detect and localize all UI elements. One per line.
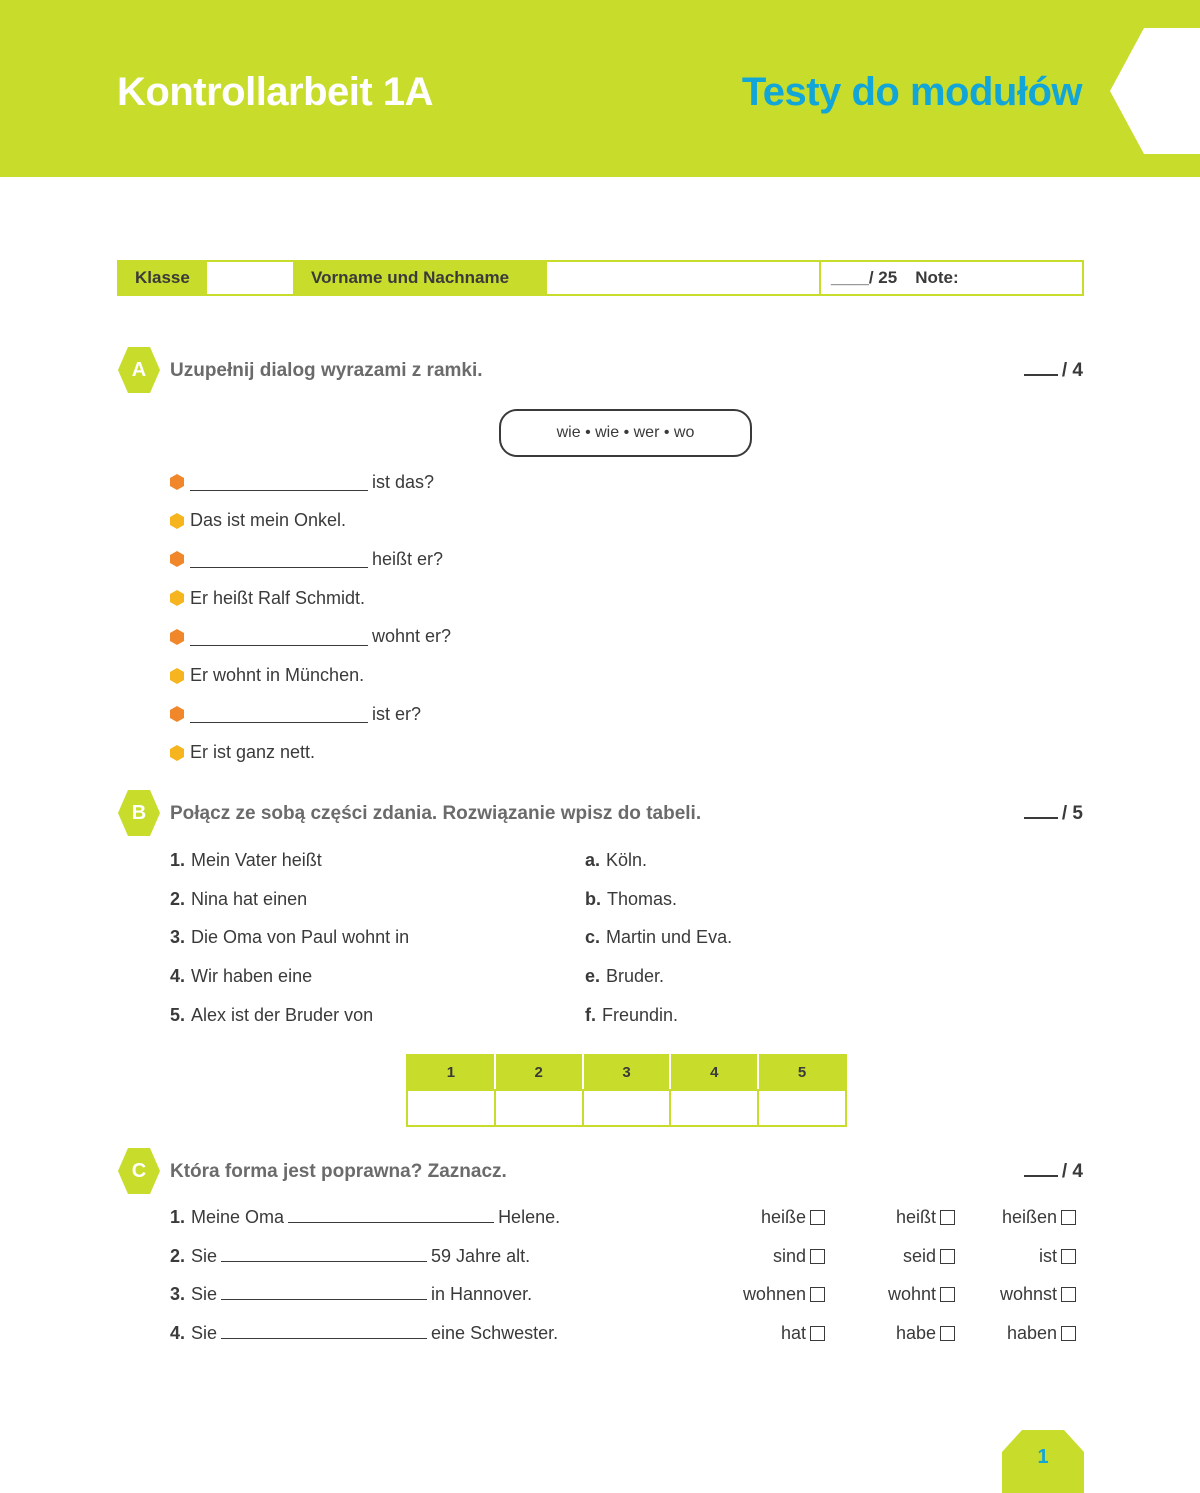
section-b-score[interactable]: / 5 <box>1024 803 1083 825</box>
checkbox-icon[interactable] <box>940 1326 955 1341</box>
answer-blank[interactable] <box>190 473 368 491</box>
item-number: e. <box>585 966 601 987</box>
option-checkbox[interactable] <box>781 1323 825 1344</box>
section-c-letter: C <box>131 1159 147 1182</box>
item-number: 4. <box>170 966 186 987</box>
sentence-end <box>585 850 647 871</box>
option-label: heißt <box>895 1207 936 1227</box>
checkbox-icon[interactable] <box>940 1210 955 1225</box>
option-label: hat <box>780 1323 806 1344</box>
dialog-text: ist das? <box>372 471 435 492</box>
item-number: 1. <box>170 850 186 870</box>
checkbox-icon[interactable] <box>810 1210 825 1225</box>
dialog-text: Er wohnt in München. <box>190 665 365 685</box>
dialog-question <box>170 625 451 649</box>
option-checkbox[interactable] <box>773 1246 825 1267</box>
item-text: Bruder. <box>606 966 665 987</box>
dialog-text: ist er? <box>372 703 422 724</box>
answer-table-header: 5 <box>758 1055 846 1090</box>
answer-blank[interactable] <box>190 550 368 568</box>
dialog-text: heißt er? <box>372 548 444 569</box>
item-text: Die Oma von Paul wohnt in <box>191 927 410 948</box>
option-label: heiße <box>760 1207 806 1227</box>
hexagon-bullet-icon <box>170 745 184 761</box>
option-label: wohnst <box>999 1284 1057 1305</box>
class-field[interactable] <box>207 262 295 294</box>
section-b-letter: B <box>131 801 147 824</box>
hexagon-bullet-icon <box>170 629 184 645</box>
option-checkbox[interactable] <box>743 1284 825 1305</box>
option-checkbox[interactable] <box>1007 1323 1076 1344</box>
answer-blank[interactable] <box>221 1323 427 1339</box>
option-checkbox[interactable] <box>1000 1284 1076 1305</box>
item-number: 5. <box>170 1004 186 1025</box>
item-text: Mein Vater heißt <box>191 850 322 870</box>
option-checkbox[interactable] <box>903 1246 955 1267</box>
hexagon-bullet-icon <box>170 551 184 567</box>
student-info-table <box>117 260 1084 296</box>
dialog-text: Er ist ganz nett. <box>190 742 316 763</box>
answer-table <box>406 1054 847 1127</box>
checkbox-icon[interactable] <box>1061 1326 1076 1341</box>
total-score: ____/ 25 <box>831 268 898 287</box>
choice-sentence <box>170 1246 530 1267</box>
checkbox-icon[interactable] <box>1061 1287 1076 1302</box>
sentence-start <box>170 966 312 987</box>
name-field[interactable] <box>547 262 821 294</box>
item-text: Alex ist der Bruder von <box>191 1004 374 1025</box>
option-label: heißen <box>1001 1207 1057 1227</box>
option-checkbox[interactable] <box>896 1207 955 1228</box>
dialog-question <box>170 702 421 726</box>
checkbox-icon[interactable] <box>810 1287 825 1302</box>
checkbox-icon[interactable] <box>940 1249 955 1264</box>
item-number: 4. <box>170 1323 186 1344</box>
sentence-start <box>170 889 307 910</box>
sentence-after: eine Schwester. <box>431 1323 559 1344</box>
item-number: 1. <box>170 1207 186 1227</box>
option-label: wohnen <box>742 1284 806 1305</box>
item-number: f. <box>585 1004 596 1025</box>
sentence-start <box>170 1005 373 1026</box>
checkbox-icon[interactable] <box>810 1326 825 1341</box>
answer-table-header: 3 <box>583 1055 671 1090</box>
sentence-after: 59 Jahre alt. <box>431 1245 531 1266</box>
page-header <box>0 0 1200 177</box>
checkbox-icon[interactable] <box>1061 1249 1076 1264</box>
item-number: 3. <box>170 927 186 948</box>
answer-table-header: 1 <box>407 1055 495 1090</box>
option-checkbox[interactable] <box>1039 1246 1076 1267</box>
dialog-text: Er heißt Ralf Schmidt. <box>190 587 366 608</box>
word-box: wie • wie • wer • wo <box>499 409 752 457</box>
dialog-answer <box>170 586 365 610</box>
item-number: a. <box>585 850 601 870</box>
item-text: Freundin. <box>602 1004 679 1025</box>
hexagon-bullet-icon <box>170 513 184 529</box>
option-label: sind <box>772 1245 806 1266</box>
sentence-before: Sie <box>191 1284 218 1305</box>
dialog-question <box>170 547 443 571</box>
option-label: seid <box>902 1245 936 1266</box>
item-number: b. <box>585 888 601 909</box>
answer-blank[interactable] <box>221 1246 427 1262</box>
section-c-title: Która forma jest poprawna? Zaznacz. <box>170 1161 507 1182</box>
sentence-before: Sie <box>191 1245 218 1266</box>
dialog-text: wohnt er? <box>372 626 452 647</box>
section-b-title: Połącz ze sobą części zdania. Rozwiązanie wpisz do tabeli. <box>170 803 702 824</box>
sentence-end <box>585 927 732 948</box>
sentence-before: Meine Oma <box>191 1207 285 1227</box>
section-a-score[interactable]: / 4 <box>1024 360 1083 382</box>
option-checkbox[interactable] <box>1002 1207 1076 1228</box>
answer-cell[interactable] <box>758 1090 846 1126</box>
option-label: ist <box>1039 1245 1057 1266</box>
item-number: 2. <box>170 888 186 909</box>
answer-table-header: 2 <box>495 1055 583 1090</box>
hexagon-bullet-icon <box>170 474 184 490</box>
answer-blank[interactable] <box>288 1207 494 1223</box>
item-text: Martin und Eva. <box>606 927 733 948</box>
section-b-badge <box>118 790 160 836</box>
checkbox-icon[interactable] <box>940 1287 955 1302</box>
section-a-letter: A <box>131 358 147 381</box>
score-field[interactable] <box>821 262 1082 294</box>
item-text: Köln. <box>606 850 648 870</box>
sentence-start <box>170 850 322 871</box>
sentence-end <box>585 966 664 987</box>
option-checkbox[interactable] <box>761 1207 825 1228</box>
dialog-answer <box>170 509 346 533</box>
option-label: haben <box>1006 1323 1057 1344</box>
choice-sentence <box>170 1284 532 1305</box>
option-label: wohnt <box>887 1284 936 1305</box>
sentence-start <box>170 927 409 948</box>
page-title: Kontrollarbeit 1A <box>117 70 433 114</box>
sentence-end <box>585 1005 678 1026</box>
answer-blank[interactable] <box>221 1284 427 1300</box>
checkbox-icon[interactable] <box>810 1249 825 1264</box>
sentence-end <box>585 889 677 910</box>
answer-blank[interactable] <box>190 705 368 723</box>
class-label: Klasse <box>119 262 207 294</box>
header-tab-shape <box>1110 28 1200 154</box>
hexagon-bullet-icon <box>170 706 184 722</box>
note-label: Note: <box>915 268 959 287</box>
answer-cell[interactable] <box>670 1090 758 1126</box>
section-a-title: Uzupełnij dialog wyrazami z ramki. <box>170 360 483 381</box>
dialog-answer <box>170 664 364 688</box>
item-text: Wir haben eine <box>191 966 313 987</box>
answer-blank[interactable] <box>190 628 368 646</box>
option-label: habe <box>895 1323 936 1344</box>
checkbox-icon[interactable] <box>1061 1210 1076 1225</box>
option-checkbox[interactable] <box>896 1323 955 1344</box>
choice-sentence <box>170 1207 560 1228</box>
answer-table-header: 4 <box>670 1055 758 1090</box>
answer-cell[interactable] <box>407 1090 495 1126</box>
answer-cell[interactable] <box>583 1090 671 1126</box>
item-text: Thomas. <box>607 888 678 909</box>
hexagon-bullet-icon <box>170 668 184 684</box>
item-number: c. <box>585 927 601 948</box>
section-c-score[interactable]: / 4 <box>1024 1161 1083 1183</box>
section-c-badge <box>118 1148 160 1194</box>
choice-sentence <box>170 1323 558 1344</box>
answer-cell[interactable] <box>495 1090 583 1126</box>
dialog-answer <box>170 741 315 765</box>
dialog-text: Das ist mein Onkel. <box>190 510 347 531</box>
hexagon-bullet-icon <box>170 590 184 606</box>
sentence-after: Helene. <box>498 1207 561 1227</box>
sentence-after: in Hannover. <box>431 1284 533 1305</box>
option-checkbox[interactable] <box>888 1284 955 1305</box>
item-text: Nina hat einen <box>191 888 308 909</box>
page-subtitle: Testy do modułów <box>741 70 1082 114</box>
sentence-before: Sie <box>191 1323 218 1344</box>
section-a-badge <box>118 347 160 393</box>
page-number: 1 <box>1037 1446 1049 1468</box>
name-label: Vorname und Nachname <box>295 262 547 294</box>
dialog-question <box>170 470 434 494</box>
item-number: 3. <box>170 1284 186 1305</box>
item-number: 2. <box>170 1245 186 1266</box>
